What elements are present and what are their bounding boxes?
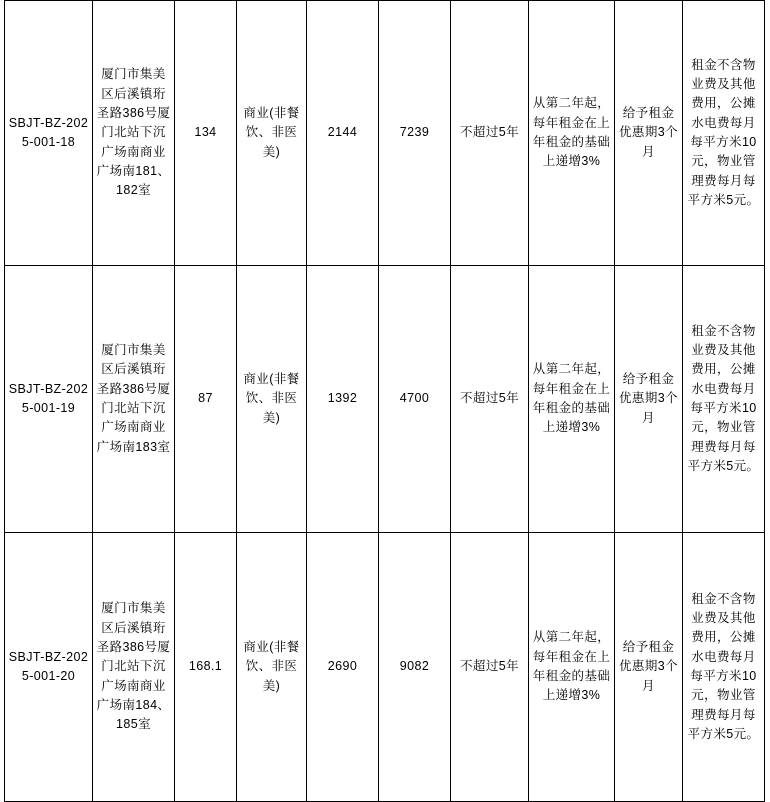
cell-free-period: 给予租金优惠期3个月	[615, 533, 683, 802]
property-listing-table	[4, 0, 765, 802]
cell-starting-price: 7239	[379, 1, 451, 266]
cell-area: 87	[175, 266, 237, 533]
cell-usage: 商业(非餐饮、非医美)	[237, 1, 307, 266]
cell-remark: 租金不含物业费及其他费用，公摊水电费每月每平方米10元，物业管理费每月每平方米5元。	[683, 266, 765, 533]
cell-rent-increment: 从第二年起，每年租金在上年租金的基础上递增3%	[529, 533, 615, 802]
cell-property-code: SBJT-BZ-2025-001-19	[5, 266, 93, 533]
cell-remark: 租金不含物业费及其他费用，公摊水电费每月每平方米10元，物业管理费每月每平方米5元。	[683, 1, 765, 266]
cell-area: 168.1	[175, 533, 237, 802]
table-row	[5, 266, 765, 533]
cell-usage: 商业(非餐饮、非医美)	[237, 533, 307, 802]
cell-starting-price: 9082	[379, 533, 451, 802]
cell-rent-increment: 从第二年起，每年租金在上年租金的基础上递增3%	[529, 1, 615, 266]
cell-address: 厦门市集美区后溪镇珩圣路386号厦门北站下沉广场南商业广场南181、182室	[93, 1, 175, 266]
cell-property-code: SBJT-BZ-2025-001-20	[5, 533, 93, 802]
cell-property-code: SBJT-BZ-2025-001-18	[5, 1, 93, 266]
cell-free-period: 给予租金优惠期3个月	[615, 266, 683, 533]
table-row	[5, 1, 765, 266]
cell-base-rent: 2690	[307, 533, 379, 802]
cell-base-rent: 1392	[307, 266, 379, 533]
cell-usage: 商业(非餐饮、非医美)	[237, 266, 307, 533]
cell-lease-term: 不超过5年	[451, 533, 529, 802]
cell-base-rent: 2144	[307, 1, 379, 266]
cell-starting-price: 4700	[379, 266, 451, 533]
cell-remark: 租金不含物业费及其他费用，公摊水电费每月每平方米10元，物业管理费每月每平方米5元。	[683, 533, 765, 802]
cell-lease-term: 不超过5年	[451, 266, 529, 533]
cell-area: 134	[175, 1, 237, 266]
cell-rent-increment: 从第二年起，每年租金在上年租金的基础上递增3%	[529, 266, 615, 533]
cell-lease-term: 不超过5年	[451, 1, 529, 266]
cell-address: 厦门市集美区后溪镇珩圣路386号厦门北站下沉广场南商业广场南184、185室	[93, 533, 175, 802]
cell-address: 厦门市集美区后溪镇珩圣路386号厦门北站下沉广场南商业广场南183室	[93, 266, 175, 533]
table-row	[5, 533, 765, 802]
cell-free-period: 给予租金优惠期3个月	[615, 1, 683, 266]
